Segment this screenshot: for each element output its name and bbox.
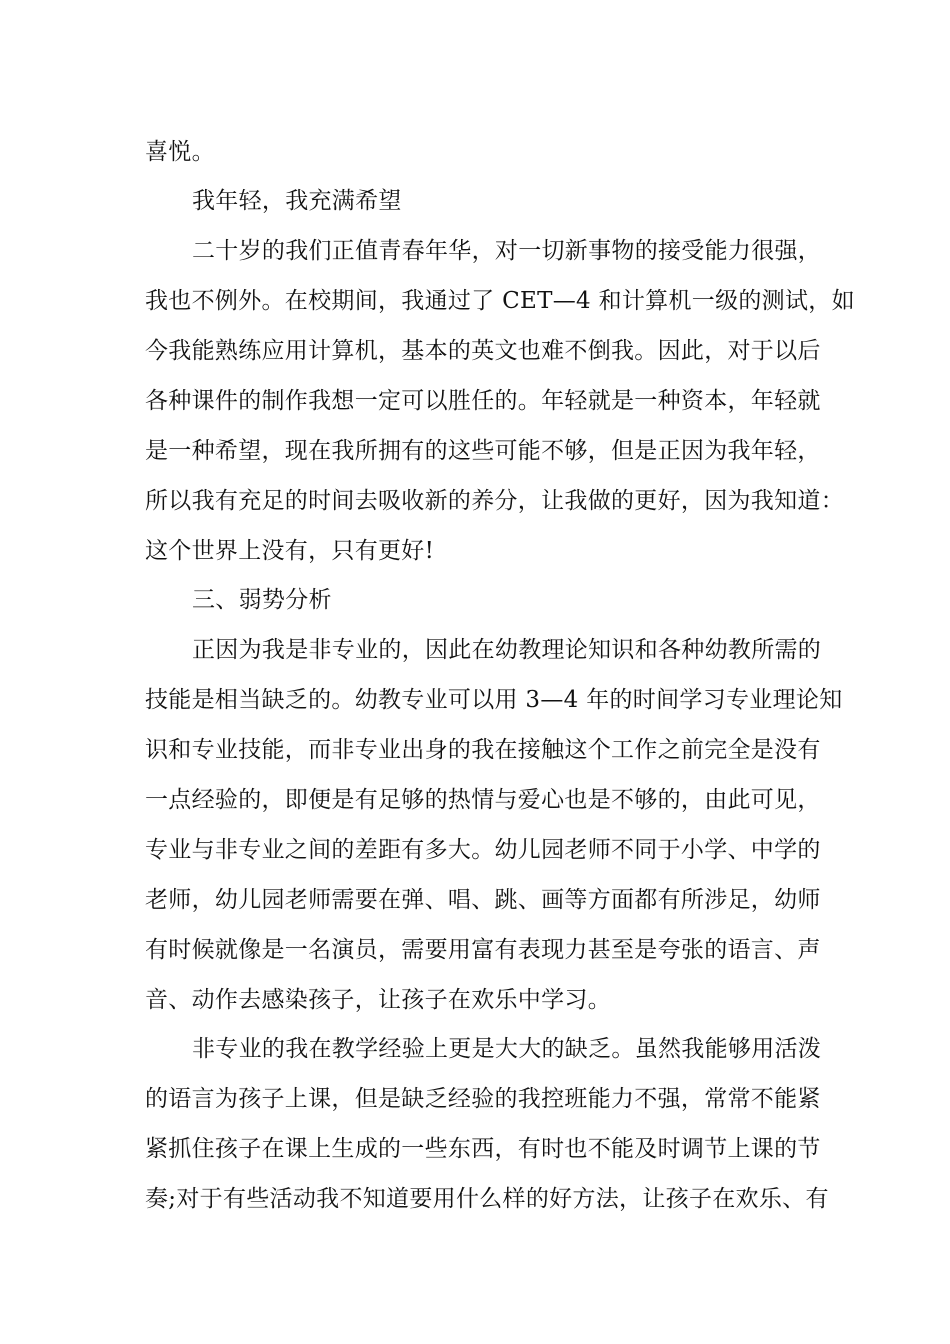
text-line: 紧抓住孩子在课上生成的一些东西，有时也不能及时调节上课的节 <box>145 1136 821 1162</box>
text-line: 非专业的我在教学经验上更是大大的缺乏。虽然我能够用活泼 <box>192 1036 822 1062</box>
text-line: 奏;对于有些活动我不知道要用什么样的好方法，让孩子在欢乐、有 <box>145 1186 829 1212</box>
text-line: 二十岁的我们正值青春年华，对一切新事物的接受能力很强， <box>192 238 822 264</box>
text-line: 识和专业技能，而非专业出身的我在接触这个工作之前完全是没有 <box>145 737 821 763</box>
text-line: 有时候就像是一名演员，需要用富有表现力甚至是夸张的语言、声 <box>145 937 821 963</box>
text-line: 正因为我是非专业的，因此在幼教理论知识和各种幼教所需的 <box>192 637 822 663</box>
section-heading: 我年轻，我充满希望 <box>192 188 402 214</box>
text-line: 老师，幼儿园老师需要在弹、唱、跳、画等方面都有所涉足，幼师 <box>145 887 821 913</box>
text-line: 技能是相当缺乏的。幼教专业可以用 3—4 年的时间学习专业理论知 <box>145 687 843 713</box>
text-line: 我也不例外。在校期间，我通过了 CET—4 和计算机一级的测试，如 <box>145 288 855 314</box>
text-line: 喜悦。 <box>145 139 215 165</box>
text-line: 专业与非专业之间的差距有多大。幼儿园老师不同于小学、中学的 <box>145 837 821 863</box>
text-line: 这个世界上没有，只有更好! <box>145 538 435 564</box>
text-line: 的语言为孩子上课，但是缺乏经验的我控班能力不强，常常不能紧 <box>145 1086 821 1112</box>
text-line: 音、动作去感染孩子，让孩子在欢乐中学习。 <box>145 987 611 1013</box>
text-line: 各种课件的制作我想一定可以胜任的。年轻就是一种资本，年轻就 <box>145 388 821 414</box>
section-heading: 三、弱势分析 <box>192 587 332 613</box>
text-line: 一点经验的，即便是有足够的热情与爱心也是不够的，由此可见， <box>145 787 821 813</box>
text-line: 所以我有充足的时间去吸收新的养分，让我做的更好，因为我知道： <box>145 488 844 514</box>
text-line: 是一种希望，现在我所拥有的这些可能不够，但是正因为我年轻， <box>145 438 821 464</box>
text-line: 今我能熟练应用计算机，基本的英文也难不倒我。因此，对于以后 <box>145 338 821 364</box>
